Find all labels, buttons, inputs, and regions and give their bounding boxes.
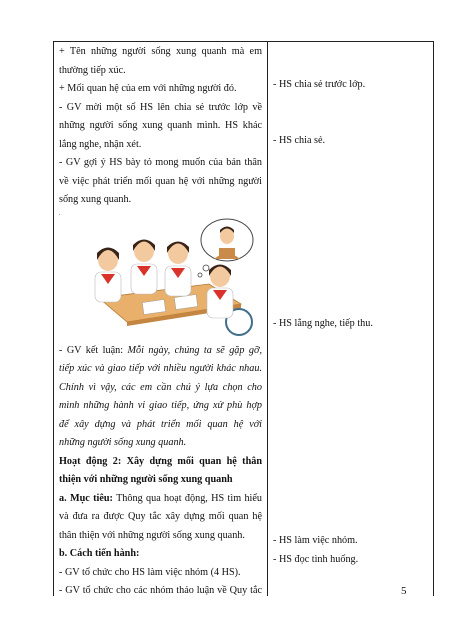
lesson-table <box>53 41 434 596</box>
conclusion-line: - GV kết luận: Mỗi ngày, chúng ta sẽ gặp gỡ, <box>59 344 262 356</box>
activity-heading: Hoạt động 2: Xây dựng mối quan hệ thân <box>59 455 262 467</box>
conclusion-line: những người sống xung quanh. <box>59 437 187 448</box>
conclusion-line: mình những hành vi giao tiếp, ứng xử phù hợp <box>59 400 262 411</box>
text-line: + Tên những người sống xung quanh mà em <box>59 46 262 57</box>
text-line: - GV mời một số HS lên chia sẻ trước lớp về <box>59 101 262 113</box>
conclusion-line: Chính vì vậy, các em cần chú ý lựa chọn cho <box>59 381 262 393</box>
conclusion-line: tiếp xúc và giao tiếp với nhiều người khác nhau. <box>59 363 262 374</box>
conclusion-line: để xây dựng và phát triển mối quan hệ với <box>59 418 262 430</box>
teacher-activities-column <box>59 43 262 601</box>
text-line: về việc phát triển mối quan hệ với những người <box>59 175 262 187</box>
student-response: - HS đọc tình huống. <box>273 554 359 565</box>
student-response: - HS làm việc nhóm. <box>273 535 358 546</box>
page-number: 5 <box>401 585 407 597</box>
activity-heading: thiện với những người sống xung quanh <box>59 474 233 485</box>
text-line: lắng nghe, nhận xét. <box>59 138 142 150</box>
classroom-illustration <box>59 218 262 342</box>
student-response: - HS chia sẻ trước lớp. <box>273 79 366 90</box>
stray-dot: . <box>59 210 61 217</box>
method-heading: b. Cách tiến hành: <box>59 548 140 559</box>
text-line: sống xung quanh. <box>59 194 132 205</box>
students-discussion-image <box>59 218 262 342</box>
objective-line: a. Mục tiêu: Thông qua hoạt động, HS tìm hiểu <box>59 492 262 504</box>
objective-line: và đưa ra được Quy tắc xây dựng mối quan hệ <box>59 511 262 522</box>
objective-line: thân thiện với những người sống xung quanh. <box>59 529 245 541</box>
text-line: thường tiếp xúc. <box>59 64 126 76</box>
text-line: + Mối quan hệ của em với những người đó. <box>59 83 237 94</box>
method-line: - GV tổ chức cho HS làm việc nhóm (4 HS). <box>59 566 241 578</box>
text-line: - GV gợi ý HS bày tỏ mong muốn của bản thân <box>59 157 262 168</box>
method-line: - GV tổ chức cho các nhóm thảo luận về Quy tắc <box>59 585 262 596</box>
column-divider <box>267 42 268 596</box>
student-response: - HS lắng nghe, tiếp thu. <box>273 318 373 329</box>
student-response: - HS chia sẻ. <box>273 135 326 146</box>
text-line: những người sống xung quanh mình. HS khác <box>59 120 262 131</box>
